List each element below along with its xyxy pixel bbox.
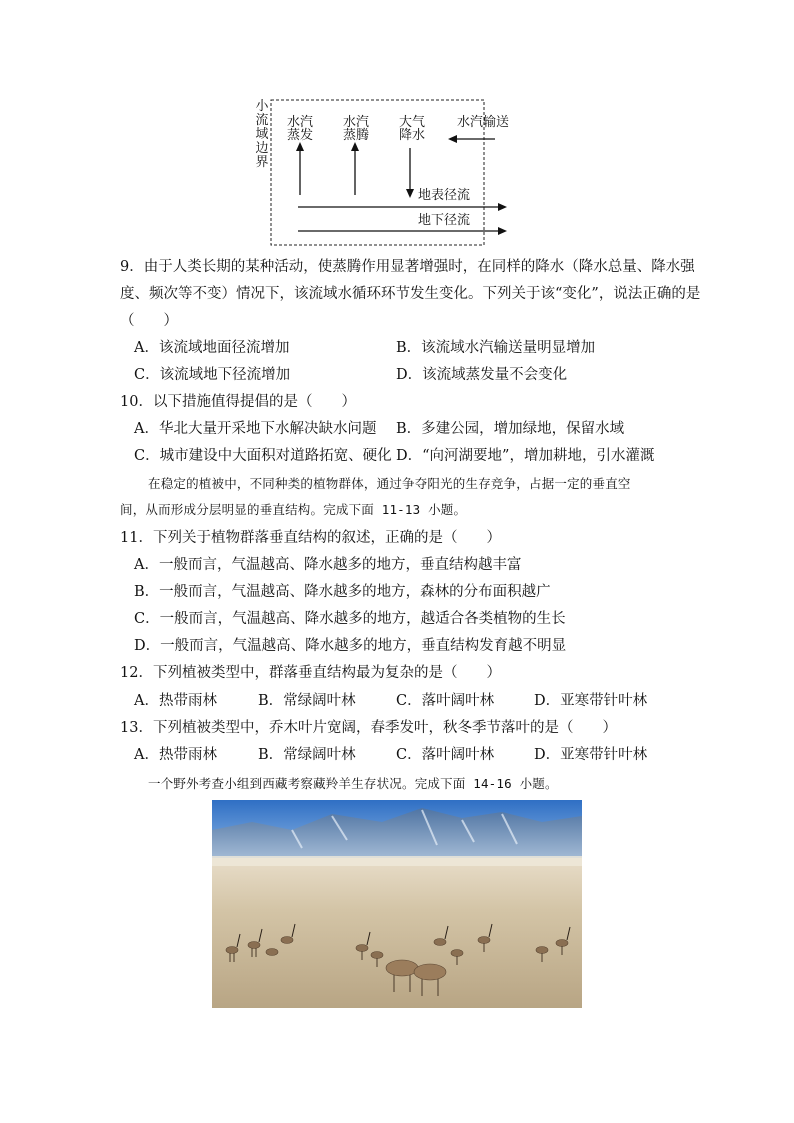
tibetan-antelope-photo <box>212 800 582 1008</box>
transpiration-label-1: 水汽 <box>342 115 369 130</box>
q9-option-a: A．该流域地面径流增加 <box>134 340 290 356</box>
q11-option-c: C．一般而言，气温越高、降水越多的地方，越适合各类植物的生长 <box>134 611 566 627</box>
q10-option-c: C．城市建设中大面积对道路拓宽、硬化 <box>134 448 392 464</box>
q10-stem: 10．以下措施值得提倡的是（ ） <box>120 394 356 410</box>
q12-stem: 12．下列植被类型中，群落垂直结构最为复杂的是（ ） <box>120 665 501 681</box>
evaporation-label-1: 水汽 <box>286 115 313 130</box>
boundary-label: 小流域边界 <box>255 99 269 170</box>
q13-option-c: C．落叶阔叶林 <box>396 747 495 763</box>
intro-14-16-line1: 一个野外考查小组到西藏考察藏羚羊生存状况。完成下面 14-16 小题。 <box>148 776 558 791</box>
q12-option-c: C．落叶阔叶林 <box>396 693 495 709</box>
transpiration-label-2: 蒸腾 <box>342 128 369 143</box>
q13-option-d: D．亚寒带针叶林 <box>534 747 648 763</box>
q10-option-b: B．多建公园，增加绿地，保留水域 <box>396 421 625 437</box>
q10-option-d: D．“向河湖要地”，增加耕地，引水灌溉 <box>396 448 655 464</box>
evaporation-label-2: 蒸发 <box>286 128 313 143</box>
intro-11-13-line1: 在稳定的植被中，不同种类的植物群体，通过争夺阳光的生存竞争，占据一定的垂直空 <box>148 476 631 491</box>
q9-line3: （ ） <box>120 313 178 329</box>
q9-option-d: D．该流域蒸发量不会变化 <box>396 367 568 383</box>
q11-option-a: A．一般而言，气温越高、降水越多的地方，垂直结构越丰富 <box>134 557 522 573</box>
underground-runoff-label: 地下径流 <box>418 213 471 228</box>
precip-label-1: 大气 <box>398 115 425 130</box>
q11-stem: 11．下列关于植物群落垂直结构的叙述，正确的是（ ） <box>120 530 501 546</box>
surface-runoff-label: 地表径流 <box>418 188 471 203</box>
q12-option-d: D．亚寒带针叶林 <box>534 693 648 709</box>
q9-line1: 9．由于人类长期的某种活动，使蒸腾作用显著增强时，在同样的降水（降水总量、降水强 <box>120 259 695 275</box>
q9-option-b: B．该流域水汽输送量明显增加 <box>396 340 596 356</box>
q11-option-b: B．一般而言，气温越高、降水越多的地方，森林的分布面积越广 <box>134 584 551 600</box>
q13-stem: 13．下列植被类型中，乔木叶片宽阔，春季发叶，秋冬季节落叶的是（ ） <box>120 720 617 736</box>
q11-option-d: D．一般而言，气温越高、降水越多的地方，垂直结构发育越不明显 <box>134 638 567 654</box>
q12-option-b: B．常绿阔叶林 <box>258 693 356 709</box>
precip-label-2: 降水 <box>398 128 425 143</box>
plain <box>212 858 582 1008</box>
q9-option-c: C．该流域地下径流增加 <box>134 367 291 383</box>
q10-option-a: A．华北大量开采地下水解决缺水问题 <box>134 421 377 437</box>
q12-option-a: A．热带雨林 <box>134 693 217 709</box>
q13-option-b: B．常绿阔叶林 <box>258 747 356 763</box>
q9-line2: 度、频次等不变）情况下，该流域水循环环节发生变化。下列关于该“变化”，说法正确的是 <box>120 286 701 302</box>
horizon-haze <box>212 856 582 866</box>
intro-11-13-line2: 间，从而形成分层明显的垂直结构。完成下面 11-13 小题。 <box>120 502 467 517</box>
vapor-transport-label: 水汽输送 <box>457 115 510 130</box>
q13-option-a: A．热带雨林 <box>134 747 217 763</box>
water-cycle-diagram <box>255 98 515 248</box>
